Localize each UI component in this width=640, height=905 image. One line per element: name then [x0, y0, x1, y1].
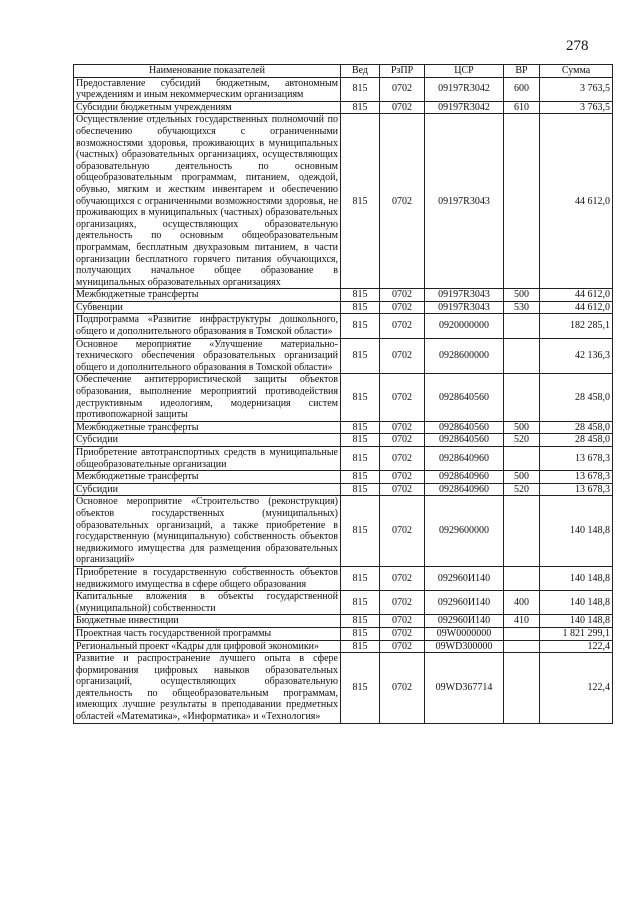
table-row [74, 301, 613, 314]
row-sum: 44 612,0 [540, 301, 613, 314]
row-rzpr: 0702 [380, 301, 425, 314]
row-csr: 0928640560 [425, 421, 504, 434]
table-row [74, 314, 613, 338]
row-csr: 0920000000 [425, 314, 504, 338]
row-vr [504, 653, 540, 724]
page-number: 278 [566, 38, 589, 54]
row-rzpr: 0702 [380, 114, 425, 289]
row-name: Субвенции [74, 301, 341, 314]
row-name: Капитальные вложения в объекты государственной (муниципальной) собственности [74, 591, 341, 615]
row-name: Региональный проект «Кадры для цифровой экономики» [74, 640, 341, 653]
row-name: Предоставление субсидий бюджетным, автономным учреждениям и иным некоммерческим организациям [74, 77, 341, 101]
row-name: Осуществление отдельных государственных полномочий по обеспечению обучающихся с ограниченными возможностями здоровья, проживающих в муниципальных (частных) образовательных организациях, осуществляющих образовательную деятельность по основным общеобразовательным программам, питанием, одеждой, обувью, мягким и жестким инвентарем и обеспечению обучающихся с ограниченными возможностями здоровья, не проживающих в муниципальных (частных) образовательных организациях, осуществляющих образовательную деятельность по основным общеобразовательным программам, бесплатным двухразовым питанием, в части организации бесплатного горячего питания обучающихся, получающих начальное общее образование в муниципальных образовательных организациях [74, 114, 341, 289]
row-name: Бюджетные инвестиции [74, 615, 341, 628]
row-rzpr: 0702 [380, 434, 425, 447]
row-csr: 0928600000 [425, 338, 504, 374]
row-vr: 500 [504, 289, 540, 302]
row-rzpr: 0702 [380, 591, 425, 615]
row-sum: 140 148,8 [540, 496, 613, 567]
row-vr [504, 640, 540, 653]
row-vr [504, 338, 540, 374]
row-sum: 42 136,3 [540, 338, 613, 374]
row-rzpr: 0702 [380, 496, 425, 567]
row-rzpr: 0702 [380, 77, 425, 101]
row-vr: 520 [504, 483, 540, 496]
row-rzpr: 0702 [380, 471, 425, 484]
row-name: Субсидии [74, 483, 341, 496]
row-ved: 815 [341, 421, 380, 434]
row-ved: 815 [341, 301, 380, 314]
row-csr: 09W0000000 [425, 627, 504, 640]
row-vr: 500 [504, 471, 540, 484]
row-vr [504, 447, 540, 471]
row-sum: 28 458,0 [540, 374, 613, 421]
table-row [74, 289, 613, 302]
row-csr: 09197R3042 [425, 77, 504, 101]
row-ved: 815 [341, 640, 380, 653]
row-csr: 0928640960 [425, 471, 504, 484]
header-rzpr: РзПР [380, 65, 425, 78]
row-ved: 815 [341, 496, 380, 567]
header-name: Наименование показателей [74, 65, 341, 78]
row-rzpr: 0702 [380, 101, 425, 114]
row-ved: 815 [341, 471, 380, 484]
table-row [74, 653, 613, 724]
header-csr: ЦСР [425, 65, 504, 78]
row-csr: 09WD367714 [425, 653, 504, 724]
row-ved: 815 [341, 591, 380, 615]
row-sum: 44 612,0 [540, 289, 613, 302]
row-vr [504, 374, 540, 421]
row-sum: 3 763,5 [540, 77, 613, 101]
row-rzpr: 0702 [380, 627, 425, 640]
row-name: Межбюджетные трансферты [74, 289, 341, 302]
row-csr: 0928640560 [425, 434, 504, 447]
row-vr [504, 496, 540, 567]
row-rzpr: 0702 [380, 421, 425, 434]
row-rzpr: 0702 [380, 447, 425, 471]
row-rzpr: 0702 [380, 653, 425, 724]
row-rzpr: 0702 [380, 483, 425, 496]
row-csr: 09197R3043 [425, 114, 504, 289]
row-csr: 092960И140 [425, 591, 504, 615]
row-name: Субсидии бюджетным учреждениям [74, 101, 341, 114]
table-row [74, 496, 613, 567]
row-name: Проектная часть государственной программы [74, 627, 341, 640]
row-ved: 815 [341, 627, 380, 640]
header-sum: Сумма [540, 65, 613, 78]
row-sum: 122,4 [540, 640, 613, 653]
header-ved: Вед [341, 65, 380, 78]
table-row [74, 434, 613, 447]
row-csr: 09197R3042 [425, 101, 504, 114]
row-vr: 410 [504, 615, 540, 628]
table-row [74, 483, 613, 496]
row-vr: 400 [504, 591, 540, 615]
row-sum: 140 148,8 [540, 615, 613, 628]
row-rzpr: 0702 [380, 566, 425, 590]
row-ved: 815 [341, 314, 380, 338]
row-vr: 520 [504, 434, 540, 447]
row-vr: 610 [504, 101, 540, 114]
row-vr: 600 [504, 77, 540, 101]
row-ved: 815 [341, 289, 380, 302]
row-sum: 13 678,3 [540, 471, 613, 484]
row-vr [504, 566, 540, 590]
row-csr: 092960И140 [425, 615, 504, 628]
row-ved: 815 [341, 101, 380, 114]
table-row [74, 640, 613, 653]
row-sum: 44 612,0 [540, 114, 613, 289]
table-row [74, 447, 613, 471]
row-name: Основное мероприятие «Строительство (реконструкция) объектов государственных (муниципальных) образовательных организаций, а также приобретение в государственную (муниципальную) собственность объектов недвижимого имущества для размещения образовательных организаций» [74, 496, 341, 567]
row-vr: 500 [504, 421, 540, 434]
row-name: Межбюджетные трансферты [74, 471, 341, 484]
row-csr: 0929600000 [425, 496, 504, 567]
row-sum: 28 458,0 [540, 421, 613, 434]
row-name: Обеспечение антитеррористической защиты объектов образования, выполнение мероприятий противодействия деструктивным идеологиям, модернизация систем противопожарной защиты [74, 374, 341, 421]
row-csr: 09WD300000 [425, 640, 504, 653]
row-ved: 815 [341, 447, 380, 471]
row-csr: 092960И140 [425, 566, 504, 590]
row-sum: 28 458,0 [540, 434, 613, 447]
row-sum: 13 678,3 [540, 483, 613, 496]
row-ved: 815 [341, 77, 380, 101]
row-rzpr: 0702 [380, 338, 425, 374]
row-rzpr: 0702 [380, 615, 425, 628]
row-csr: 09197R3043 [425, 301, 504, 314]
row-rzpr: 0702 [380, 314, 425, 338]
row-vr [504, 114, 540, 289]
row-rzpr: 0702 [380, 640, 425, 653]
row-sum: 13 678,3 [540, 447, 613, 471]
row-vr: 530 [504, 301, 540, 314]
row-vr [504, 627, 540, 640]
row-sum: 1 821 299,1 [540, 627, 613, 640]
table-header-row [74, 65, 613, 78]
row-ved: 815 [341, 566, 380, 590]
row-csr: 0928640960 [425, 483, 504, 496]
header-vr: ВР [504, 65, 540, 78]
row-ved: 815 [341, 615, 380, 628]
table-row [74, 114, 613, 289]
row-name: Приобретение автотранспортных средств в муниципальные общеобразовательные организации [74, 447, 341, 471]
row-name: Подпрограмма «Развитие инфраструктуры дошкольного, общего и дополнительного образования в Томской области» [74, 314, 341, 338]
table-row [74, 101, 613, 114]
table-row [74, 77, 613, 101]
row-ved: 815 [341, 653, 380, 724]
row-sum: 122,4 [540, 653, 613, 724]
row-name: Основное мероприятие «Улучшение материально-технического обеспечения образовательных организаций общего и дополнительного образования в Томской области» [74, 338, 341, 374]
row-name: Приобретение в государственную собственность объектов недвижимого имущества в сфере общего образования [74, 566, 341, 590]
row-ved: 815 [341, 483, 380, 496]
row-sum: 3 763,5 [540, 101, 613, 114]
row-name: Развитие и распространение лучшего опыта в сфере формирования цифровых навыков образовательных организаций, осуществляющих образовательную деятельность по общеобразовательным программам, имеющих лучшие результаты в преподавании предметных областей «Математика», «Информатика» и «Технология» [74, 653, 341, 724]
row-sum: 140 148,8 [540, 591, 613, 615]
row-ved: 815 [341, 374, 380, 421]
budget-table [73, 64, 613, 724]
row-rzpr: 0702 [380, 289, 425, 302]
row-vr [504, 314, 540, 338]
table-row [74, 615, 613, 628]
table-row [74, 591, 613, 615]
table-row [74, 338, 613, 374]
table-row [74, 421, 613, 434]
row-name: Субсидии [74, 434, 341, 447]
table-row [74, 566, 613, 590]
table-row [74, 374, 613, 421]
row-rzpr: 0702 [380, 374, 425, 421]
row-ved: 815 [341, 114, 380, 289]
table-row [74, 627, 613, 640]
row-name: Межбюджетные трансферты [74, 421, 341, 434]
table-row [74, 471, 613, 484]
table-body [74, 77, 613, 723]
row-sum: 182 285,1 [540, 314, 613, 338]
row-ved: 815 [341, 434, 380, 447]
row-csr: 0928640560 [425, 374, 504, 421]
row-ved: 815 [341, 338, 380, 374]
row-sum: 140 148,8 [540, 566, 613, 590]
row-csr: 0928640960 [425, 447, 504, 471]
row-csr: 09197R3043 [425, 289, 504, 302]
